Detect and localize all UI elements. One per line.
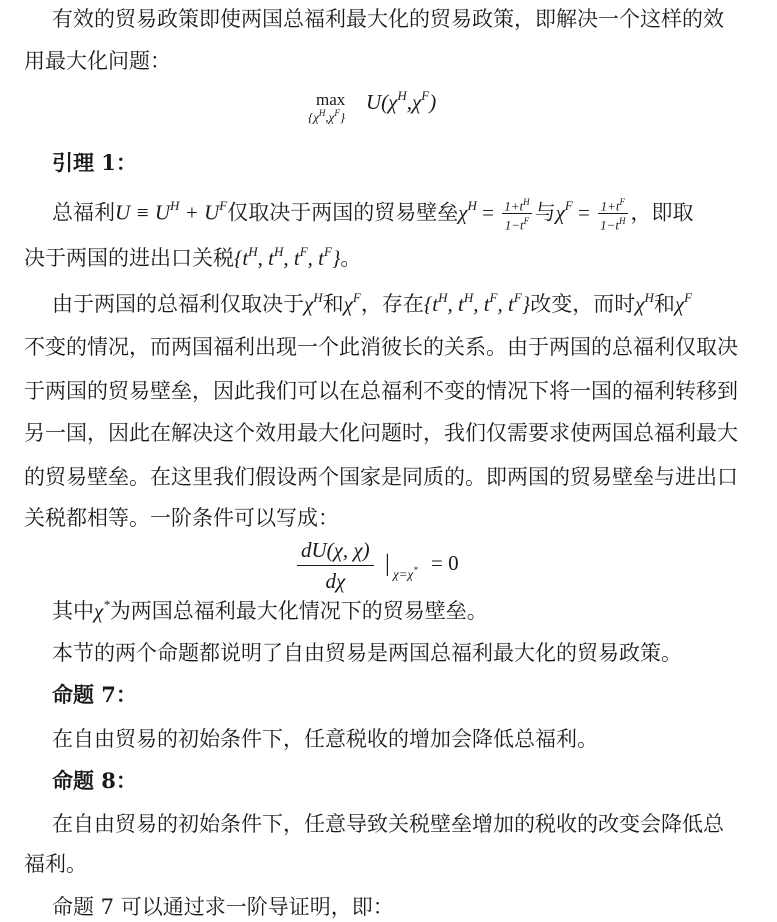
proposition-8-line-1: 在自由贸易的初始条件下，任意导致关税壁垒增加的税收的改变会降低总 xyxy=(52,812,724,836)
paragraph-2-line-1: 由于两国的总福利仅取决于$\chi^H$和$\chi^F$，存在{$t^H$, $t^H$, $t^F$, $t^F$}改变，而时$\chi^H$和$\chi^F$ xyxy=(52,290,693,316)
proposition-7-heading: 命题 7： xyxy=(52,682,137,707)
lemma-1-line-1: 总福利$U \equiv U^H + U^F$仅取决于两国的贸易壁垒$\chi^H$ = $\frac{1+t^H}{1-t^F}$ 与$\chi^F$ = $\frac{1+t^F}{1-t^H}$ ，即取 xyxy=(52,197,694,233)
paragraph-4: 本节的两个命题都说明了自由贸易是两国总福利最大化的贸易政策。 xyxy=(52,641,682,665)
max-subscript: $\{\chi^H,\chi^F\}$ xyxy=(308,108,346,125)
paragraph-1-line-2: 用最大化问题： xyxy=(24,49,171,73)
paragraph-2-line-3: 于两国的贸易壁垒，因此我们可以在总福利不变的情况下将一国的福利转移到 xyxy=(24,379,738,403)
proposition-8-line-2: 福利。 xyxy=(24,852,87,876)
evaluation-condition: χ=χ* xyxy=(393,565,418,582)
equation-max-utility xyxy=(308,90,488,130)
derivative-fraction: $\frac{dU(\chi, \chi)}{d\chi}$ xyxy=(297,535,374,596)
proposition-7-text: 在自由贸易的初始条件下，任意税收的增加会降低总福利。 xyxy=(52,727,598,751)
paragraph-1-line-1: 有效的贸易政策即使两国总福利最大化的贸易政策，即解决一个这样的效 xyxy=(52,7,724,31)
paragraph-2-line-4: 另一国，因此在解决这个效用最大化问题时，我们仅需要求使两国总福利最大 xyxy=(24,421,738,445)
utility-function: $U(\chi^H,\chi^F)$ xyxy=(366,88,437,114)
closing-line: 命题 7 可以通过求一阶导证明，即： xyxy=(52,895,394,919)
equation-first-order-condition: $\frac{dU(\chi, \chi)}{d\chi}$ | χ=χ* = 0 xyxy=(297,535,497,599)
paragraph-2-line-5: 的贸易壁垒。在这里我们假设两个国家是同质的。即两国的贸易壁垒与进出口 xyxy=(24,465,738,489)
paragraph-3: 其中χ*为两国总福利最大化情况下的贸易壁垒。 xyxy=(52,597,488,623)
fraction-chi-h: $\frac{1+t^H}{1-t^F}$ xyxy=(504,197,530,233)
proposition-8-heading: 命题 8： xyxy=(52,768,137,793)
paragraph-2-line-6: 关税都相等。一阶条件可以写成： xyxy=(24,506,339,530)
lemma-1-heading: 引理 1： xyxy=(52,150,137,175)
paragraph-2-line-2: 不变的情况，而两国福利出现一个此消彼长的关系。由于两国的总福利仅取决 xyxy=(24,335,738,359)
lemma-1-line-2: 决于两国的进出口关税{$t^H$, $t^H$, $t^F$, $t^F$}。 xyxy=(24,244,362,270)
fraction-chi-f: $\frac{1+t^F}{1-t^H}$ xyxy=(600,197,626,233)
max-operator: max xyxy=(316,90,346,109)
